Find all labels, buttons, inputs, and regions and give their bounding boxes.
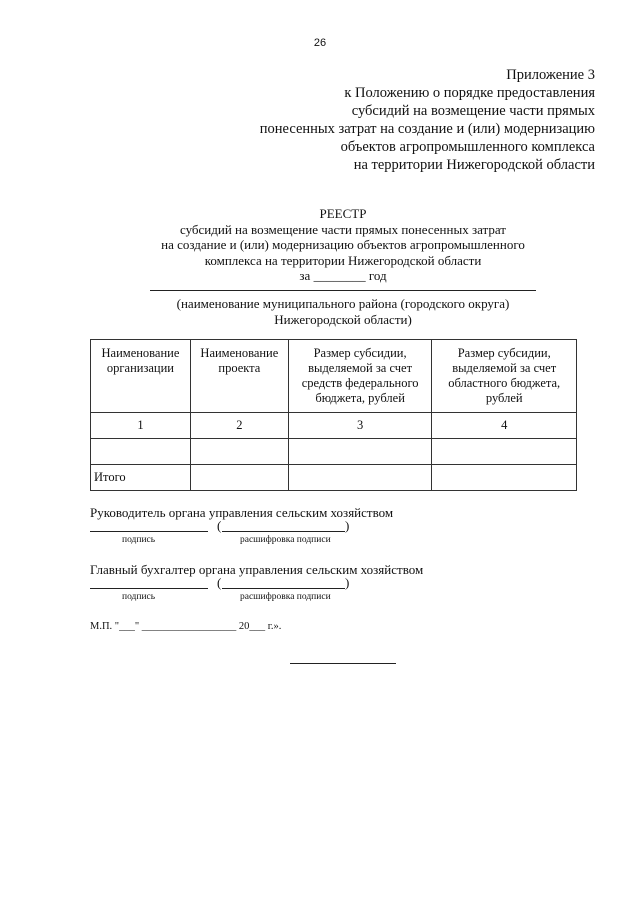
appendix-line: понесенных затрат на создание и (или) модернизацию — [259, 121, 595, 137]
accountant-signature-title: Главный бухгалтер органа управления сельским хозяйством — [90, 562, 424, 577]
total-label: Итого — [91, 465, 191, 491]
empty-cell — [190, 465, 288, 491]
registry-title-line: на создание и (или) модернизацию объектов агропромышленного — [161, 237, 525, 253]
header-text: областного бюджета, — [448, 376, 561, 390]
table-header-row — [91, 340, 577, 413]
page-number: 26 — [313, 37, 327, 49]
decode-caption: расшифровка подписи — [240, 592, 331, 602]
header-text: Размер субсидии, — [457, 346, 551, 360]
header-cell-organization — [91, 340, 191, 413]
header-text: выделяемой за счет — [452, 361, 557, 375]
empty-cell — [432, 439, 577, 465]
appendix-line: Приложение 3 — [506, 67, 595, 83]
header-text: Размер субсидии, — [313, 346, 407, 360]
registry-year-line: за ________ год — [299, 268, 387, 284]
registry-heading: РЕЕСТР — [319, 206, 367, 221]
head-signature-title: Руководитель органа управления сельским хозяйством — [90, 505, 394, 520]
header-text: рублей — [485, 391, 523, 405]
close-paren: ) — [345, 518, 350, 533]
empty-cell — [288, 465, 432, 491]
stamp-date-line: М.П. "___" __________________ 20___ г.». — [90, 621, 282, 632]
decode-caption: расшифровка подписи — [240, 535, 331, 545]
column-number: 2 — [190, 413, 288, 439]
header-text: Наименование — [101, 346, 180, 360]
appendix-line: объектов агропромышленного комплекса — [340, 139, 595, 155]
accountant-signature-line — [90, 588, 208, 589]
empty-cell — [288, 439, 432, 465]
header-cell-federal-subsidy — [288, 340, 432, 413]
empty-cell — [432, 465, 577, 491]
table-number-row — [91, 413, 577, 439]
signature-caption: подпись — [122, 535, 156, 545]
registry-title-line: субсидий на возмещение части прямых понесенных затрат — [180, 221, 506, 237]
header-text: организации — [106, 361, 174, 375]
column-number: 3 — [288, 413, 432, 439]
header-cell-regional-subsidy — [432, 340, 577, 413]
column-number: 4 — [432, 413, 577, 439]
appendix-line: субсидий на возмещение части прямых — [351, 103, 595, 119]
open-paren: ( — [217, 575, 222, 590]
appendix-header — [175, 66, 595, 174]
head-decode-line — [222, 531, 345, 532]
table-row — [91, 439, 577, 465]
closing-divider — [290, 663, 396, 664]
registry-title-line: комплекса на территории Нижегородской области — [204, 252, 482, 268]
table-total-row — [91, 465, 577, 491]
header-cell-project — [190, 340, 288, 413]
header-text: бюджета, рублей — [315, 391, 405, 405]
signature-caption: подпись — [122, 592, 156, 602]
registry-table — [90, 339, 577, 491]
close-paren: ) — [345, 575, 350, 590]
header-text: средств федерального — [301, 376, 419, 390]
column-number: 1 — [91, 413, 191, 439]
header-text: выделяемой за счет — [308, 361, 413, 375]
municipality-line: (наименование муниципального района (городского округа) — [176, 296, 510, 311]
header-text: Наименование — [200, 346, 279, 360]
accountant-decode-line — [222, 588, 345, 589]
municipality-line: Нижегородской области) — [274, 311, 412, 327]
empty-cell — [190, 439, 288, 465]
registry-title — [0, 206, 640, 284]
municipality-caption — [0, 296, 640, 327]
appendix-line: к Положению о порядке предоставления — [344, 85, 595, 101]
municipality-blank-line — [150, 290, 536, 291]
appendix-line: на территории Нижегородской области — [353, 157, 595, 173]
header-text: проекта — [218, 361, 261, 375]
open-paren: ( — [217, 518, 222, 533]
head-signature-line — [90, 531, 208, 532]
empty-cell — [91, 439, 191, 465]
